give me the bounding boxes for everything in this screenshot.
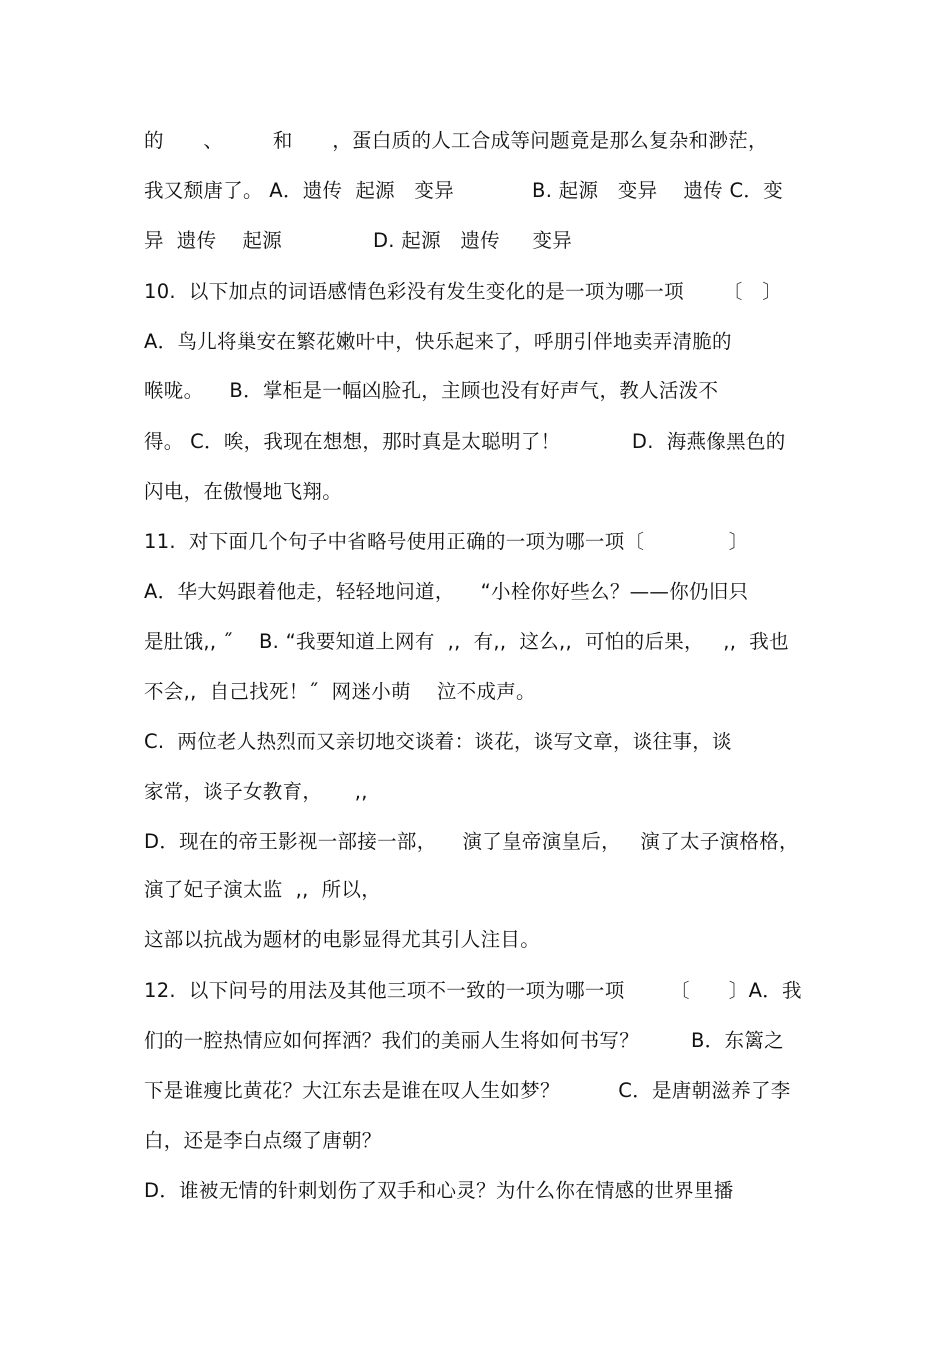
text-line: D．现在的帝王影视一部接一部， 演了皇帝演皇后， 演了太子演格格， (144, 830, 799, 853)
text-line: 白，还是李白点缀了唐朝？ (144, 1129, 382, 1152)
text-line: 闪电，在傲慢地飞翔。 (144, 480, 343, 503)
text-line: 不会,, 自己找死！˝ 网迷小萌 泣不成声。 (144, 680, 536, 703)
text-line: 们的一腔热情应如何挥洒？我们的美丽人生将如何书写？ B．东篱之 (144, 1029, 784, 1052)
text-line: 演了妃子演太监 ,, 所以， (144, 878, 381, 901)
question-12-line: 12. 以下问号的用法及其他三项不一致的一项为哪一项 〔 〕A．我 (144, 979, 802, 1002)
text-line: 的 、 和 ，蛋白质的人工合成等问题竟是那么复杂和渺茫， (144, 129, 768, 152)
text-line: 是肚饿,, ˝ B. “我要知道上网有 ,, 有,, 这么,, 可怕的后果， ,, 我也 (144, 630, 789, 653)
question-11-line: 11. 对下面几个句子中省略号使用正确的一项为哪一项〔 〕 (144, 530, 749, 553)
text-line: A．华大妈跟着他走，轻轻地问道， “小栓你好些么？——你仍旧只 (144, 580, 749, 603)
text-line: 家常，谈子女教育， ,, (144, 780, 368, 803)
text-line: D．谁被无情的针刺划伤了双手和心灵？为什么你在情感的世界里播 (144, 1179, 734, 1202)
text-line: A．鸟儿将巢安在繁花嫩叶中，快乐起来了，呼朋引伴地卖弄清脆的 (144, 330, 732, 353)
text-line: 异 遗传 起源 D. 起源 遗传 变异 (144, 229, 573, 252)
text-line: 得。 C．唉，我现在想想，那时真是太聪明了！ D. 海燕像黑色的 (144, 430, 786, 453)
text-line: 我又颓唐了。 A．遗传 起源 变异 B. 起源 变异 遗传 C．变 (144, 179, 783, 202)
text-line: 喉咙。 B．掌柜是一幅凶脸孔，主顾也没有好声气，教人活泼不 (144, 379, 719, 402)
question-10-line: 10. 以下加点的词语感情色彩没有发生变化的是一项为哪一项 〔 〕 (144, 280, 782, 303)
text-line: 下是谁瘦比黄花？大江东去是谁在叹人生如梦？ C．是唐朝滋养了李 (144, 1079, 791, 1102)
text-line: C. 两位老人热烈而又亲切地交谈着：谈花，谈写文章，谈往事，谈 (144, 730, 732, 753)
text-line: 这部以抗战为题材的电影显得尤其引人注目。 (144, 928, 541, 951)
